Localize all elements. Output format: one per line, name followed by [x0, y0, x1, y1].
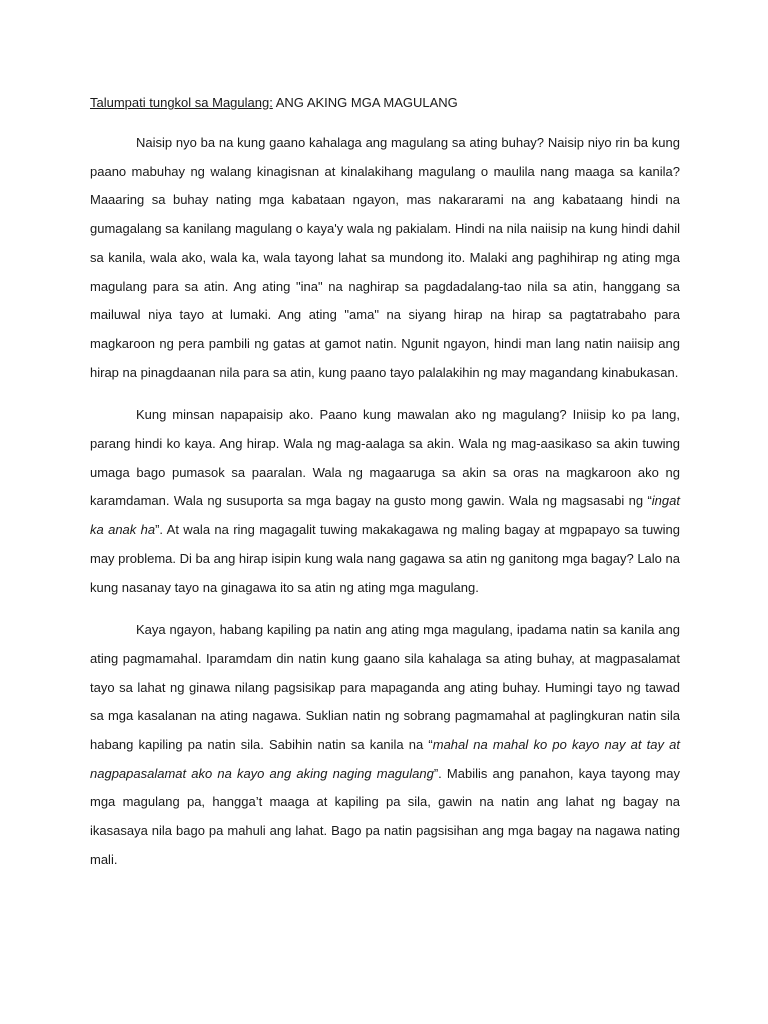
- document-title: [90, 94, 680, 112]
- title-prefix: Talumpati tungkol sa Magulang:: [90, 95, 273, 110]
- paragraph-2-text-before: Kung minsan napapaisip ako. Paano kung mawalan ako ng magulang? Iniisip ko pa lang, parang hindi ko kaya. Ang hirap. Wala ng mag-aalaga sa akin. Wala ng mag-aasikaso sa akin tuwing umaga bago pumasok sa paaralan. Wala ng magaaruga sa akin sa oras na magkaroon ako ng karamdaman. Wala ng susuporta sa mga bagay na gusto mong gawin. Wala ng magsasabi ng “: [90, 407, 680, 509]
- paragraph-1: Naisip nyo ba na kung gaano kahalaga ang magulang sa ating buhay? Naisip niyo rin ba kung paano mabuhay ng walang kinagisnan at kinalakihang magulang o maulila nang maaga sa kanila? Maaaring sa buhay nating mga kabataan ngayon, mas nakararami na ang kabataang hindi na gumagalang sa kanilang magulang o kaya'y wala ng pakialam. Hindi na nila naiisip na kung hindi dahil sa kanila, wala ako, wala ka, wala tayong lahat sa mundong ito. Malaki ang paghihirap ng ating mga magulang para sa atin. Ang ating "ina" na naghirap sa pagdadalang-tao nila sa atin, hanggang sa mailuwal niya tayo at lumaki. Ang ating "ama" na siyang hirap na hirap sa pagtatrabaho para magkaroon ng pera pambili ng gatas at gamot natin. Ngunit ngayon, hindi man lang natin naiisip ang hirap na pinagdaanan nila para sa atin, kung paano tayo palalakihin ng may magandang kinabukasan.: [90, 135, 680, 380]
- paragraph-3-quote: mahal na mahal ko po kayo nay at tay at nagpapasalamat ako na kayo ang aking naging magulang: [90, 737, 680, 781]
- paragraph-2-text-after: ”. At wala na ring magagalit tuwing makakagawa ng maling bagay at mgpapayo sa tuwing may problema. Di ba ang hirap isipin kung wala nang gagawa sa atin ng ganitong mga bagay? Lalo na kung nasanay tayo na ginagawa ito sa atin ng ating mga magulang.: [90, 522, 680, 595]
- paragraph-3-text-before: Kaya ngayon, habang kapiling pa natin ang ating mga magulang, ipadama natin sa kanila ang ating pagmamahal. Iparamdam din natin kung gaano sila kahalaga sa ating buhay, at magpasalamat tayo sa lahat ng ginawa nilang pagsisikap para mapaganda ang ating buhay. Humingi tayo ng tawad sa mga kasalanan na ating nagawa. Suklian natin ng sobrang pagmamahal at paglingkuran natin sila habang kapiling pa natin sila. Sabihin natin sa kanila na “: [90, 622, 680, 753]
- paragraph-2-quote: ingat ka anak ha: [90, 493, 680, 538]
- paragraph-3-text-after: ”. Mabilis ang panahon, kaya tayong may mga magulang pa, hangga’t maaga at kapiling pa sila, gawin na natin ang lahat ng bagay na ikasasaya nila bago pa mahuli ang lahat. Bago pa natin pagsisihan ang mga bagay na nagawa nating mali.: [90, 765, 680, 867]
- paragraph-3: [90, 616, 680, 874]
- paragraph-2: [90, 401, 680, 602]
- title-main: ANG AKING MGA MAGULANG: [275, 95, 458, 110]
